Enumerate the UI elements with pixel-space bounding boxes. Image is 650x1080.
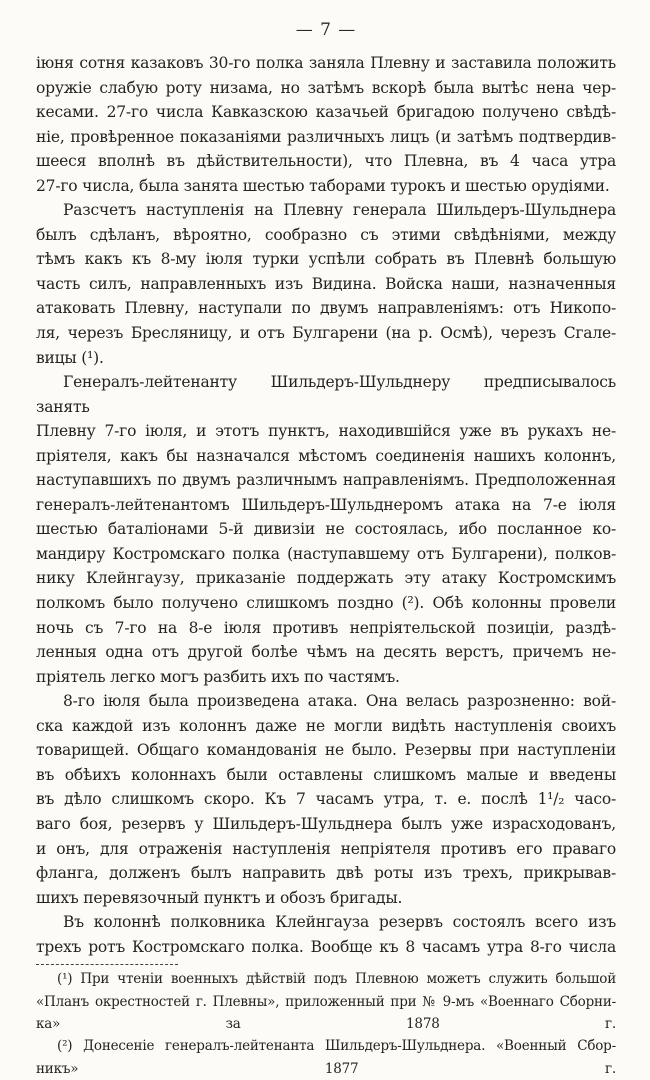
text-line: нику Клейнгаузу, приказаніе поддержать эту атаку Костромскимъ	[36, 569, 616, 588]
page-number: — 7 —	[295, 20, 357, 40]
footnote-separator	[36, 964, 178, 965]
paragraph	[36, 51, 616, 198]
text-line: генералъ-лейтенантомъ Шильдеръ-Шульднеромъ атака на 7-е іюля	[36, 495, 616, 514]
text-line: шееся вполнѣ въ дѣйствительности), что Плевна, въ 4 часа утра	[36, 152, 616, 171]
text-line: кесами. 27-го числа Кавказскою казачьей бригадою получено свѣдѣ-	[36, 103, 616, 122]
text-line: ваго боя, резервъ у Шильдеръ-Шульднера былъ уже израсходованъ,	[36, 814, 616, 833]
text-line: пріятеля, какъ бы назначался мѣстомъ соединенія нашихъ колоннъ,	[36, 446, 616, 465]
text-line: вицы (¹).	[36, 348, 104, 367]
text-line: оружіе слабую роту низама, но затѣмъ вскорѣ была вытѣс нена чер-	[36, 78, 616, 97]
text-line: Въ колоннѣ полковника Клейнгауза резервъ состоялъ всего изъ	[63, 913, 616, 932]
text-line: ленныя одна отъ другой болѣе чѣмъ на десять верстъ, причемъ не-	[36, 643, 616, 662]
paragraph	[36, 689, 616, 910]
text-line: 27-го числа, была занята шестью таборами турокъ и шестью орудіями.	[36, 176, 610, 195]
text-line: іюня сотня казаковъ 30-го полка заняла Плевну и заставила положить	[36, 54, 616, 72]
text-line: Разсчетъ наступленія на Плевну генерала Шильдеръ-Шульднера	[63, 201, 616, 220]
text-line: 8-го іюля была произведена атака. Она велась разрозненно: вой-	[63, 692, 616, 711]
text-line: былъ сдѣланъ, вѣроятно, сообразно съ этими свѣдѣніями, между	[36, 225, 616, 244]
text-line: ска каждой изъ колоннъ даже не могли видѣть наступленія своихъ	[36, 716, 616, 735]
text-line: ночь съ 7-го на 8-е іюля противъ непріятельской позиціи, раздѣ-	[36, 618, 616, 637]
text-line: пріятель легко могъ разбить ихъ по частямъ.	[36, 667, 400, 686]
text-line: «Планъ окрестностей г. Плевны», приложенный при № 9-мъ «Военнаго Сборни-	[36, 993, 616, 1010]
text-line: фланга, долженъ былъ направить двѣ роты изъ трехъ, прикрывав-	[36, 864, 616, 883]
text-line: въ дѣло слишкомъ скоро. Къ 7 часамъ утра, т. е. послѣ 1¹/₂ часо-	[36, 790, 616, 809]
text-line: Плевну 7-го іюля, и этотъ пунктъ, находившійся уже въ рукахъ не-	[36, 422, 616, 441]
text-line: полкомъ было получено слишкомъ поздно (²). Обѣ колонны провели	[36, 594, 616, 613]
paragraph	[36, 198, 616, 370]
text-line: шихъ перевязочный пунктъ и обозъ бригады.	[36, 888, 403, 907]
text-line: ка» за 1878 г.	[36, 1016, 616, 1033]
text-line: ля, черезъ Бресляницу, и отъ Булгарени (на р. Осмѣ), черезъ Сгале-	[36, 324, 616, 343]
paragraph	[36, 370, 616, 689]
text-line: тѣмъ какъ къ 8-му іюля турки успѣли собрать въ Плевнѣ большую	[36, 250, 616, 269]
text-line: атаковать Плевну, наступали по двумъ направленіямъ: отъ Никопо-	[36, 299, 616, 318]
text-line: никъ» 1877 г.	[36, 1060, 616, 1077]
footnote	[36, 968, 616, 1035]
paragraph	[36, 910, 616, 959]
text-line: шестью баталіонами 5-й дивизіи не состоялась, ибо посланное ко-	[36, 520, 616, 539]
text-line: (²) Донесеніе генералъ-лейтенанта Шильдеръ-Шульднера. «Военный Сбор-	[57, 1038, 616, 1055]
text-line: мандиру Костромскаго полка (наступавшему отъ Булгарени), полков-	[36, 544, 616, 563]
text-line: въ обѣихъ колоннахъ были оставлены слишкомъ малые и введены	[36, 765, 616, 784]
text-line: наступавшихъ по двумъ различнымъ направленіямъ. Предположенная	[36, 471, 616, 490]
footnote	[36, 1035, 616, 1080]
text-line: товарищей. Общаго командованія не было. Резервы при наступленіи	[36, 741, 616, 760]
text-line: трехъ ротъ Костромскаго полка. Вообще къ 8 часамъ утра 8-го числа	[36, 937, 616, 956]
text-line: Генералъ-лейтенанту Шильдеръ-Шульднеру предписывалось занять	[36, 373, 616, 416]
text-line: и онъ, для отраженія наступленія непріятеля противъ его праваго	[36, 839, 616, 858]
text-line: часть силъ, направленныхъ изъ Видина. Войска наши, назначенныя	[36, 274, 616, 293]
text-line: ніе, провѣренное показаніями различныхъ лицъ (и затѣмъ подтвердив-	[36, 127, 616, 146]
text-line: (¹) При чтеніи военныхъ дѣйствій подъ Плевною можетъ служить большой	[57, 971, 616, 988]
body-text	[36, 51, 616, 959]
footnotes	[36, 968, 616, 1080]
